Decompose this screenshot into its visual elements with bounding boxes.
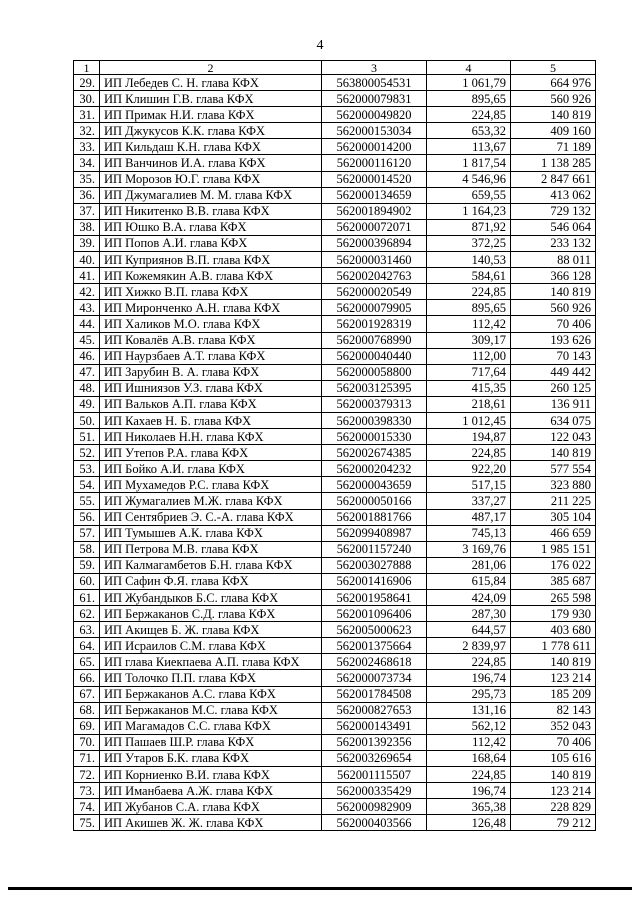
recipient-name: ИП Калмагамбетов Б.Н. глава КФХ [100, 557, 322, 573]
table-row [74, 412, 596, 428]
recipient-name: ИП Утаров Б.К. глава КФХ [100, 750, 322, 766]
recipient-name: ИП Утепов Р.А. глава КФХ [100, 445, 322, 461]
amount-cell: 70 406 [511, 734, 596, 750]
table-row [74, 252, 596, 268]
recipient-name: ИП Иманбаева А.Ж. глава КФХ [100, 783, 322, 799]
area-cell: 2 839,97 [427, 638, 511, 654]
area-cell: 168,64 [427, 750, 511, 766]
area-cell: 1 164,23 [427, 203, 511, 219]
amount-cell: 140 819 [511, 654, 596, 670]
amount-cell: 140 819 [511, 107, 596, 123]
amount-cell: 560 926 [511, 300, 596, 316]
table-row [74, 316, 596, 332]
table-row [74, 783, 596, 799]
amount-cell: 88 011 [511, 252, 596, 268]
row-number: 39. [74, 235, 100, 251]
row-number: 72. [74, 767, 100, 783]
amount-cell: 211 225 [511, 493, 596, 509]
row-number: 31. [74, 107, 100, 123]
amount-cell: 79 212 [511, 815, 596, 831]
inn-cell: 562000072071 [322, 219, 427, 235]
recipient-name: ИП Мухамедов Р.С. глава КФХ [100, 477, 322, 493]
inn-cell: 562000079831 [322, 91, 427, 107]
area-cell: 112,42 [427, 734, 511, 750]
inn-cell: 562000014520 [322, 171, 427, 187]
amount-cell: 385 687 [511, 573, 596, 589]
table-row [74, 799, 596, 815]
area-cell: 224,85 [427, 445, 511, 461]
recipient-name: ИП Пашаев Ш.Р. глава КФХ [100, 734, 322, 750]
table-row [74, 509, 596, 525]
area-cell: 287,30 [427, 606, 511, 622]
table-row [74, 219, 596, 235]
inn-cell: 562002042763 [322, 268, 427, 284]
row-number: 54. [74, 477, 100, 493]
area-cell: 224,85 [427, 654, 511, 670]
inn-cell: 562000031460 [322, 252, 427, 268]
table-row [74, 590, 596, 606]
recipient-name: ИП Кильдаш К.Н. глава КФХ [100, 139, 322, 155]
inn-cell: 562000043659 [322, 477, 427, 493]
area-cell: 131,16 [427, 702, 511, 718]
row-number: 73. [74, 783, 100, 799]
table-row [74, 654, 596, 670]
amount-cell: 1 778 611 [511, 638, 596, 654]
column-header-1: 1 [74, 61, 100, 75]
amount-cell: 122 043 [511, 429, 596, 445]
recipient-name: ИП Жубандыков Б.С. глава КФХ [100, 590, 322, 606]
amount-cell: 176 022 [511, 557, 596, 573]
row-number: 33. [74, 139, 100, 155]
table-row [74, 429, 596, 445]
recipient-name: ИП Акищев Б. Ж. глава КФХ [100, 622, 322, 638]
row-number: 50. [74, 412, 100, 428]
table-row [74, 445, 596, 461]
row-number: 52. [74, 445, 100, 461]
recipient-name: ИП Попов А.И. глава КФХ [100, 235, 322, 251]
recipient-name: ИП Бержаканов С.Д. глава КФХ [100, 606, 322, 622]
table-row [74, 139, 596, 155]
inn-cell: 562000153034 [322, 123, 427, 139]
row-number: 75. [74, 815, 100, 831]
amount-cell: 546 064 [511, 219, 596, 235]
inn-cell: 562000982909 [322, 799, 427, 815]
area-cell: 717,64 [427, 364, 511, 380]
recipient-name: ИП Куприянов В.П. глава КФХ [100, 252, 322, 268]
table-row [74, 815, 596, 831]
table-row [74, 606, 596, 622]
area-cell: 295,73 [427, 686, 511, 702]
recipient-name: ИП Ванчинов И.А. глава КФХ [100, 155, 322, 171]
inn-cell: 562000143491 [322, 718, 427, 734]
area-cell: 1 061,79 [427, 75, 511, 91]
amount-cell: 233 132 [511, 235, 596, 251]
row-number: 58. [74, 541, 100, 557]
table-row [74, 541, 596, 557]
area-cell: 196,74 [427, 670, 511, 686]
recipient-name: ИП Жубанов С.А. глава КФХ [100, 799, 322, 815]
recipient-name: ИП Николаев Н.Н. глава КФХ [100, 429, 322, 445]
amount-cell: 634 075 [511, 412, 596, 428]
table-row [74, 750, 596, 766]
amount-cell: 466 659 [511, 525, 596, 541]
table-body [74, 75, 596, 831]
row-number: 67. [74, 686, 100, 702]
table-row [74, 91, 596, 107]
recipient-name: ИП Ишниязов У.З. глава КФХ [100, 380, 322, 396]
inn-cell: 562001881766 [322, 509, 427, 525]
table-row [74, 396, 596, 412]
row-number: 53. [74, 461, 100, 477]
row-number: 38. [74, 219, 100, 235]
recipient-name: ИП Примак Н.И. глава КФХ [100, 107, 322, 123]
row-number: 37. [74, 203, 100, 219]
table-row [74, 75, 596, 91]
inn-cell: 562000379313 [322, 396, 427, 412]
area-cell: 194,87 [427, 429, 511, 445]
area-cell: 487,17 [427, 509, 511, 525]
recipient-name: ИП Морозов Ю.Г. глава КФХ [100, 171, 322, 187]
row-number: 32. [74, 123, 100, 139]
row-number: 68. [74, 702, 100, 718]
table-row [74, 557, 596, 573]
inn-cell: 562002468618 [322, 654, 427, 670]
amount-cell: 729 132 [511, 203, 596, 219]
inn-cell: 562000073734 [322, 670, 427, 686]
area-cell: 140,53 [427, 252, 511, 268]
table-row [74, 461, 596, 477]
inn-cell: 562003027888 [322, 557, 427, 573]
table-row [74, 477, 596, 493]
row-number: 47. [74, 364, 100, 380]
table-row [74, 364, 596, 380]
row-number: 48. [74, 380, 100, 396]
amount-cell: 409 160 [511, 123, 596, 139]
amount-cell: 1 138 285 [511, 155, 596, 171]
table-row [74, 300, 596, 316]
inn-cell: 562001115507 [322, 767, 427, 783]
row-number: 46. [74, 348, 100, 364]
inn-cell: 562000058800 [322, 364, 427, 380]
area-cell: 113,67 [427, 139, 511, 155]
area-cell: 644,57 [427, 622, 511, 638]
amount-cell: 140 819 [511, 767, 596, 783]
row-number: 44. [74, 316, 100, 332]
inn-cell: 562001784508 [322, 686, 427, 702]
inn-cell: 562000335429 [322, 783, 427, 799]
table-row [74, 380, 596, 396]
table-header-row [74, 61, 596, 75]
inn-cell: 562001375664 [322, 638, 427, 654]
inn-cell: 562000398330 [322, 412, 427, 428]
table-row [74, 734, 596, 750]
page-number: 4 [316, 38, 324, 53]
inn-cell: 562000396894 [322, 235, 427, 251]
row-number: 57. [74, 525, 100, 541]
table-row [74, 235, 596, 251]
area-cell: 653,32 [427, 123, 511, 139]
area-cell: 224,85 [427, 107, 511, 123]
area-cell: 615,84 [427, 573, 511, 589]
table-row [74, 107, 596, 123]
inn-cell: 562000204232 [322, 461, 427, 477]
row-number: 40. [74, 252, 100, 268]
row-number: 74. [74, 799, 100, 815]
recipient-name: ИП Хижко В.П. глава КФХ [100, 284, 322, 300]
area-cell: 745,13 [427, 525, 511, 541]
recipient-name: ИП Халиков М.О. глава КФХ [100, 316, 322, 332]
column-header-3: 3 [322, 61, 427, 75]
row-number: 60. [74, 573, 100, 589]
recipient-name: ИП Бойко А.И. глава КФХ [100, 461, 322, 477]
row-number: 71. [74, 750, 100, 766]
row-number: 64. [74, 638, 100, 654]
amount-cell: 228 829 [511, 799, 596, 815]
table-row [74, 638, 596, 654]
row-number: 59. [74, 557, 100, 573]
amount-cell: 577 554 [511, 461, 596, 477]
amount-cell: 449 442 [511, 364, 596, 380]
bottom-rule [8, 887, 632, 890]
row-number: 69. [74, 718, 100, 734]
area-cell: 3 169,76 [427, 541, 511, 557]
row-number: 43. [74, 300, 100, 316]
recipient-name: ИП Ковалёв А.В. глава КФХ [100, 332, 322, 348]
inn-cell: 562000768990 [322, 332, 427, 348]
area-cell: 895,65 [427, 91, 511, 107]
table-row [74, 767, 596, 783]
inn-cell: 562001157240 [322, 541, 427, 557]
recipient-name: ИП Жумагалиев М.Ж. глава КФХ [100, 493, 322, 509]
amount-cell: 664 976 [511, 75, 596, 91]
amount-cell: 70 143 [511, 348, 596, 364]
amount-cell: 185 209 [511, 686, 596, 702]
table-row [74, 171, 596, 187]
recipient-name: ИП Исраилов С.М. глава КФХ [100, 638, 322, 654]
amount-cell: 71 189 [511, 139, 596, 155]
table-row [74, 284, 596, 300]
recipient-name: ИП глава Киекпаева А.П. глава КФХ [100, 654, 322, 670]
recipient-name: ИП Петрова М.В. глава КФХ [100, 541, 322, 557]
area-cell: 415,35 [427, 380, 511, 396]
row-number: 29. [74, 75, 100, 91]
row-number: 51. [74, 429, 100, 445]
area-cell: 365,38 [427, 799, 511, 815]
inn-cell: 563800054531 [322, 75, 427, 91]
area-cell: 112,00 [427, 348, 511, 364]
area-cell: 659,55 [427, 187, 511, 203]
amount-cell: 70 406 [511, 316, 596, 332]
recipient-name: ИП Джумагалиев М. М. глава КФХ [100, 187, 322, 203]
inn-cell: 562000134659 [322, 187, 427, 203]
recipient-name: ИП Бержаканов А.С. глава КФХ [100, 686, 322, 702]
amount-cell: 179 930 [511, 606, 596, 622]
table-row [74, 686, 596, 702]
amount-cell: 140 819 [511, 284, 596, 300]
recipient-name: ИП Никитенко В.В. глава КФХ [100, 203, 322, 219]
row-number: 70. [74, 734, 100, 750]
inn-cell: 562099408987 [322, 525, 427, 541]
table-row [74, 203, 596, 219]
amount-cell: 193 626 [511, 332, 596, 348]
inn-cell: 562001928319 [322, 316, 427, 332]
recipient-name: ИП Бержаканов М.С. глава КФХ [100, 702, 322, 718]
amount-cell: 136 911 [511, 396, 596, 412]
area-cell: 218,61 [427, 396, 511, 412]
row-number: 55. [74, 493, 100, 509]
amount-cell: 413 062 [511, 187, 596, 203]
recipient-name: ИП Сентябриев Э. С.-А. глава КФХ [100, 509, 322, 525]
inn-cell: 562000079905 [322, 300, 427, 316]
recipient-name: ИП Кахаев Н. Б. глава КФХ [100, 412, 322, 428]
amount-cell: 1 985 151 [511, 541, 596, 557]
amount-cell: 2 847 661 [511, 171, 596, 187]
row-number: 34. [74, 155, 100, 171]
column-header-5: 5 [511, 61, 596, 75]
amount-cell: 323 880 [511, 477, 596, 493]
table-row [74, 702, 596, 718]
table-row [74, 493, 596, 509]
column-header-2: 2 [100, 61, 322, 75]
inn-cell: 562005000623 [322, 622, 427, 638]
area-cell: 1 817,54 [427, 155, 511, 171]
amount-cell: 123 214 [511, 670, 596, 686]
recipient-name: ИП Лебедев С. Н. глава КФХ [100, 75, 322, 91]
inn-cell: 562003269654 [322, 750, 427, 766]
row-number: 30. [74, 91, 100, 107]
inn-cell: 562001894902 [322, 203, 427, 219]
inn-cell: 562001392356 [322, 734, 427, 750]
amount-cell: 352 043 [511, 718, 596, 734]
table-row [74, 525, 596, 541]
row-number: 56. [74, 509, 100, 525]
inn-cell: 562000015330 [322, 429, 427, 445]
area-cell: 562,12 [427, 718, 511, 734]
inn-cell: 562000050166 [322, 493, 427, 509]
row-number: 41. [74, 268, 100, 284]
amount-cell: 403 680 [511, 622, 596, 638]
inn-cell: 562000403566 [322, 815, 427, 831]
area-cell: 337,27 [427, 493, 511, 509]
area-cell: 224,85 [427, 284, 511, 300]
area-cell: 196,74 [427, 783, 511, 799]
table-row [74, 348, 596, 364]
area-cell: 517,15 [427, 477, 511, 493]
row-number: 35. [74, 171, 100, 187]
recipient-name: ИП Юшко В.А. глава КФХ [100, 219, 322, 235]
amount-cell: 105 616 [511, 750, 596, 766]
table-row [74, 718, 596, 734]
row-number: 42. [74, 284, 100, 300]
table-row [74, 268, 596, 284]
area-cell: 372,25 [427, 235, 511, 251]
area-cell: 871,92 [427, 219, 511, 235]
area-cell: 424,09 [427, 590, 511, 606]
area-cell: 584,61 [427, 268, 511, 284]
row-number: 65. [74, 654, 100, 670]
table-row [74, 573, 596, 589]
area-cell: 126,48 [427, 815, 511, 831]
amount-cell: 265 598 [511, 590, 596, 606]
inn-cell: 562000049820 [322, 107, 427, 123]
table-row [74, 123, 596, 139]
recipient-name: ИП Джукусов К.К. глава КФХ [100, 123, 322, 139]
recipient-name: ИП Миронченко А.Н. глава КФХ [100, 300, 322, 316]
area-cell: 1 012,45 [427, 412, 511, 428]
row-number: 49. [74, 396, 100, 412]
area-cell: 112,42 [427, 316, 511, 332]
inn-cell: 562003125395 [322, 380, 427, 396]
inn-cell: 562000014200 [322, 139, 427, 155]
inn-cell: 562001958641 [322, 590, 427, 606]
amount-cell: 123 214 [511, 783, 596, 799]
amount-cell: 140 819 [511, 445, 596, 461]
recipient-name: ИП Сафин Ф.Я. глава КФХ [100, 573, 322, 589]
row-number: 45. [74, 332, 100, 348]
recipient-name: ИП Толочко П.П. глава КФХ [100, 670, 322, 686]
recipient-name: ИП Корниенко В.И. глава КФХ [100, 767, 322, 783]
area-cell: 895,65 [427, 300, 511, 316]
area-cell: 922,20 [427, 461, 511, 477]
table-row [74, 187, 596, 203]
recipient-name: ИП Наурзбаев А.Т. глава КФХ [100, 348, 322, 364]
recipients-table [73, 60, 596, 831]
row-number: 62. [74, 606, 100, 622]
row-number: 61. [74, 590, 100, 606]
column-header-4: 4 [427, 61, 511, 75]
inn-cell: 562001416906 [322, 573, 427, 589]
inn-cell: 562000040440 [322, 348, 427, 364]
table-row [74, 622, 596, 638]
table-row [74, 332, 596, 348]
amount-cell: 260 125 [511, 380, 596, 396]
recipient-name: ИП Акишев Ж. Ж. глава КФХ [100, 815, 322, 831]
recipient-name: ИП Клишин Г.В. глава КФХ [100, 91, 322, 107]
inn-cell: 562000020549 [322, 284, 427, 300]
amount-cell: 82 143 [511, 702, 596, 718]
area-cell: 281,06 [427, 557, 511, 573]
recipient-name: ИП Магамадов С.С. глава КФХ [100, 718, 322, 734]
recipient-name: ИП Тумышев А.К. глава КФХ [100, 525, 322, 541]
area-cell: 309,17 [427, 332, 511, 348]
table-row [74, 670, 596, 686]
amount-cell: 366 128 [511, 268, 596, 284]
row-number: 63. [74, 622, 100, 638]
inn-cell: 562001096406 [322, 606, 427, 622]
table-row [74, 155, 596, 171]
recipient-name: ИП Вальков А.П. глава КФХ [100, 396, 322, 412]
row-number: 36. [74, 187, 100, 203]
inn-cell: 562002674385 [322, 445, 427, 461]
amount-cell: 560 926 [511, 91, 596, 107]
area-cell: 4 546,96 [427, 171, 511, 187]
row-number: 66. [74, 670, 100, 686]
recipient-name: ИП Зарубин В. А. глава КФХ [100, 364, 322, 380]
recipient-name: ИП Кожемякин А.В. глава КФХ [100, 268, 322, 284]
inn-cell: 562000116120 [322, 155, 427, 171]
inn-cell: 562000827653 [322, 702, 427, 718]
amount-cell: 305 104 [511, 509, 596, 525]
area-cell: 224,85 [427, 767, 511, 783]
